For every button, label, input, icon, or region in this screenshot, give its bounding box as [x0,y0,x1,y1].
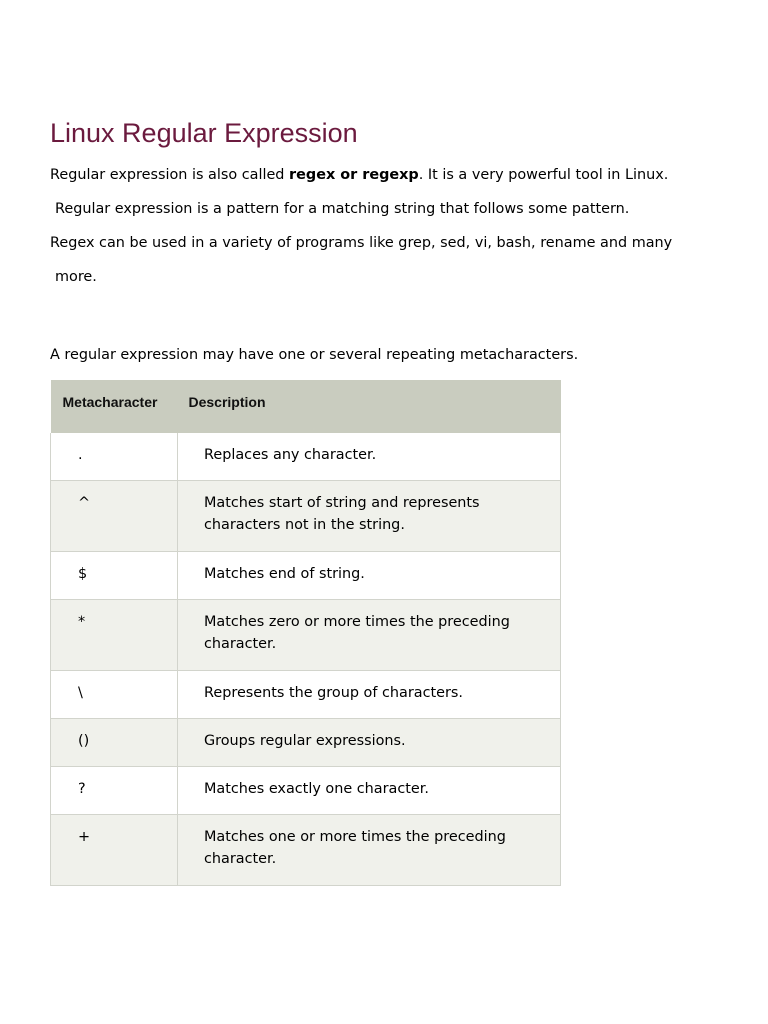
intro-line-1-bold: regex or regexp [289,167,419,183]
intro-line-4: more. [55,269,97,285]
metacharacter-description: Matches exactly one character. [204,781,429,797]
intro-line-1-suffix: . It is a very powerful tool in Linux. [418,167,669,183]
description-cell [178,552,561,600]
description-cell [178,767,561,815]
metacharacter-symbol: * [78,614,86,630]
metacharacter-symbol: ^ [78,495,91,511]
metacharacter-cell [51,600,178,671]
metacharacter-symbol: $ [78,566,88,582]
metacharacter-symbol: ? [78,781,86,797]
metacharacter-symbol: \ [78,685,83,701]
metacharacter-description: Matches zero or more times the preceding character. [204,614,510,652]
table-header-row [51,380,561,433]
metacharacter-description: Matches one or more times the preceding character. [204,829,506,867]
metacharacter-table [50,380,561,886]
description-cell [178,600,561,671]
description-cell [178,719,561,767]
table-row [51,552,561,600]
table-row [51,600,561,671]
intro-line-3: Regex can be used in a variety of programs like grep, sed, vi, bash, rename and many [50,235,673,251]
header-description: Description [178,380,561,433]
page-title: Linux Regular Expression [50,118,358,148]
table-row [51,671,561,719]
metacharacter-description: Replaces any character. [204,447,377,463]
table-row [51,815,561,886]
metacharacter-cell [51,481,178,552]
metacharacter-symbol: () [78,733,90,749]
intro-line-1 [50,165,668,185]
metacharacter-cell [51,719,178,767]
intro-line-5: A regular expression may have one or several repeating metacharacters. [50,347,579,363]
metacharacter-description: Matches start of string and represents characters not in the string. [204,495,480,533]
intro-line-1-prefix: Regular expression is also called [50,167,290,183]
table-row [51,719,561,767]
metacharacter-cell [51,815,178,886]
description-cell [178,815,561,886]
intro-line-2: Regular expression is a pattern for a matching string that follows some pattern. [55,201,630,217]
metacharacter-description: Represents the group of characters. [204,685,463,701]
metacharacter-description: Groups regular expressions. [204,733,406,749]
table-row [51,433,561,481]
metacharacter-symbol: . [78,447,83,463]
description-cell [178,481,561,552]
metacharacter-cell [51,552,178,600]
metacharacter-cell [51,767,178,815]
metacharacter-cell [51,433,178,481]
header-metacharacter: Metacharacter [51,380,178,433]
metacharacter-cell [51,671,178,719]
metacharacter-description: Matches end of string. [204,566,365,582]
table-row [51,481,561,552]
description-cell [178,433,561,481]
description-cell [178,671,561,719]
metacharacter-symbol: + [78,829,91,845]
table-row [51,767,561,815]
